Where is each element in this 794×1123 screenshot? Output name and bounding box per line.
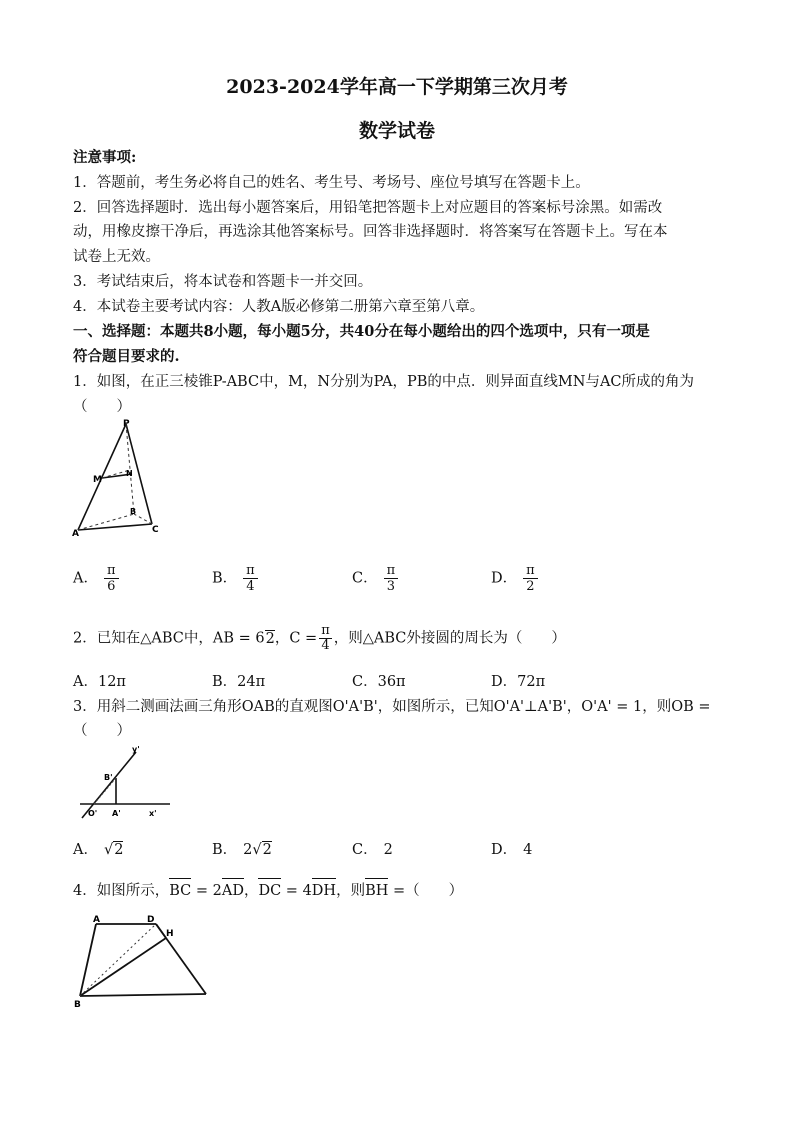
q2-option-a[interactable]: A．12π — [73, 674, 126, 690]
label-b: B — [130, 507, 137, 516]
question-3-paren: （ ） — [73, 723, 131, 739]
q3-option-a[interactable]: A． √2 — [73, 842, 124, 858]
exam-title: 2023-2024学年高一下学期第三次月考 — [226, 76, 568, 98]
notes-heading: 注意事项: — [73, 149, 137, 166]
q1-option-d[interactable]: D． $\frac{\pi}{2}$ — [491, 563, 538, 594]
q2-option-c[interactable]: C．36π — [352, 674, 406, 690]
q1-option-a[interactable]: A． $\frac{\pi}{6}$ — [73, 563, 119, 594]
question-1-text: 1．如图，在正三棱锥P-ABC中，M，N分别为PA，PB的中点．则异面直线MN与AC所成的角为 — [73, 374, 695, 390]
section-heading: 一、选择题：本题共8小题，每小题5分，共40分在每小题给出的四个选项中，只有一项是 — [73, 323, 650, 340]
note-item: 3．考试结束后，将本试卷和答题卡一并交回。 — [73, 274, 373, 290]
label-d: D — [147, 915, 155, 925]
label-o-prime: O' — [88, 809, 98, 818]
question-2-text: 2．已知在△ABC中，AB = 62，C = $\frac{\pi}{4}$ ，则△ABC外接圆的周长为（ ） — [73, 623, 566, 653]
label-a-prime: A' — [112, 809, 121, 818]
question-1-paren: （ ） — [73, 399, 131, 415]
q1-option-b[interactable]: B． $\frac{\pi}{4}$ — [212, 563, 258, 594]
note-item: 2．回答选择题时．选出每小题答案后，用铅笔把答题卡上对应题目的答案标号涂黑。如需改 — [73, 200, 663, 216]
oblique-axes-figure — [74, 742, 178, 822]
label-h: H — [166, 929, 174, 939]
label-b-prime: B' — [104, 773, 113, 782]
q2-option-b[interactable]: B．24π — [212, 674, 266, 690]
label-y-prime: y' — [132, 745, 140, 754]
q2-option-d[interactable]: D．72π — [491, 674, 546, 690]
exam-subject: 数学试卷 — [358, 120, 435, 142]
label-b: B — [74, 1000, 81, 1010]
q3-option-d[interactable]: D． 4 — [491, 842, 533, 858]
question-3-text: 3．用斜二测画法画三角形OAB的直观图O'A'B'，如图所示，已知O'A'⊥A'B'，O'A' = 1，则OB = — [73, 699, 711, 715]
note-item: 试卷上无效。 — [73, 249, 160, 265]
question-4-text: 4．如图所示，BC = 2AD，DC = 4DH，则BH =（ ） — [73, 883, 464, 899]
label-m: M — [93, 475, 102, 485]
q3-option-c[interactable]: C． 2 — [352, 842, 393, 858]
q1-option-c[interactable]: C． $\frac{\pi}{3}$ — [352, 563, 398, 594]
section-heading-cont: 符合题目要求的. — [73, 348, 180, 365]
note-item: 4．本试卷主要考试内容：人教A版必修第二册第六章至第八章。 — [73, 299, 485, 315]
label-c: C — [152, 525, 159, 535]
label-n: N — [126, 469, 133, 478]
pyramid-figure — [70, 418, 170, 543]
label-p: P — [123, 419, 130, 429]
label-a: A — [72, 529, 79, 539]
q3-option-b[interactable]: B． 2√2 — [212, 842, 272, 858]
note-item: 动，用橡皮擦干净后，再选涂其他答案标号。回答非选择题时．将答案写在答题卡上。写在本 — [73, 224, 668, 240]
trapezoid-figure — [72, 910, 212, 1010]
label-x-prime: x' — [149, 809, 157, 818]
label-a: A — [93, 915, 100, 925]
note-item: 1．答题前，考生务必将自己的姓名、考生号、考场号、座位号填写在答题卡上。 — [73, 175, 590, 191]
